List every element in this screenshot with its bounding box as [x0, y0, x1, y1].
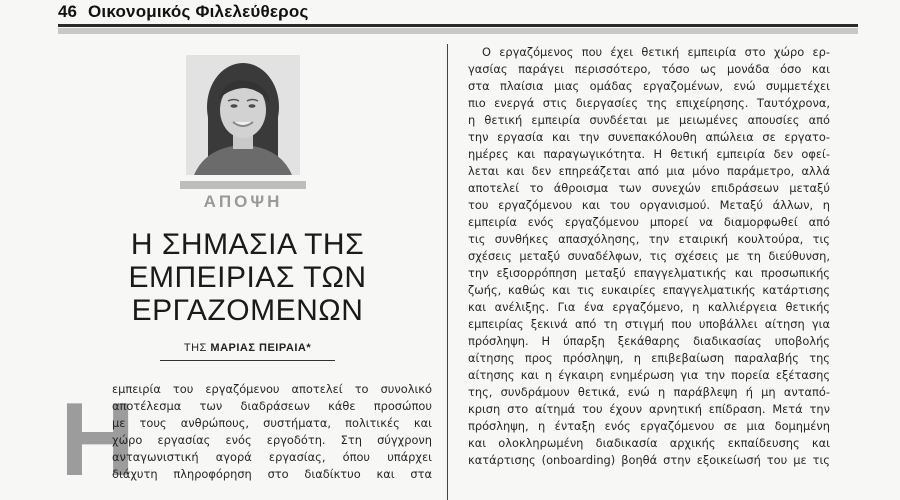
byline	[60, 342, 435, 354]
headline	[60, 228, 435, 327]
text-line: και ολοκληρωμένη διαδικασία αρχικής εκπαίδευσης και	[468, 436, 830, 450]
column-divider	[447, 44, 448, 500]
text-line: του εργαζόμενου και του οργανισμού. Μεταξύ άλλων, η	[468, 198, 830, 212]
headline-line: Η ΣΗΜΑΣΙΑ ΤΗΣ	[130, 228, 365, 261]
text-line: διάχυτη πληροφόρηση στο διαδίκτυο και στα	[112, 467, 432, 481]
text-line: η θετική εμπειρία συνδέεται με μειωμένες απουσίες από	[468, 113, 830, 127]
text-line: γασίας παράγει περισσότερο, τόσο ως μονάδα όσο και	[468, 62, 830, 76]
section-label: ΑΠΟΨΗ	[203, 192, 283, 211]
text-line: την εξισορρόπηση μεταξύ επαγγελματικής και προσωπικής	[468, 266, 830, 280]
header-shade-rule	[58, 28, 858, 34]
text-line: εμπειρία ενός εργαζόμενου μπορεί να διαμορφωθεί από	[468, 215, 830, 229]
text-line: ημέρες και παραγωγικότητα. Η θετική εμπειρία δεν οφεί-	[468, 147, 830, 161]
text-line: αίτησης και η έγκαιρη ενημέρωση για την πορεία εξέτασης	[468, 368, 830, 382]
publication-name: Οικονομικός Φιλελεύθερος	[88, 2, 309, 21]
headline-line: ΕΜΠΕΙΡΙΑΣ ΤΩΝ	[128, 261, 367, 294]
text-line: πρόσληψη, η ένταξη ενός εργαζόμενου σε μια δομημένη	[468, 419, 830, 433]
text-line: αποτελεί το άθροισμα των συνεχών επιδράσεων μεταξύ	[468, 181, 830, 195]
text-line: πιο ενεργά στις διεργασίες της επιχείρησης. Ταυτόχρονα,	[468, 96, 830, 110]
page-header	[0, 0, 900, 36]
page-number: 46	[58, 2, 77, 21]
author-portrait	[186, 55, 300, 175]
text-line: ανταγωνιστική αγορά εργασίας, όπου υπάρχει	[112, 450, 432, 464]
headline-line: ΕΡΓΑΖΟΜΕΝΩΝ	[131, 294, 364, 327]
byline-rule	[160, 360, 335, 361]
text-line: εμπειρία του εργαζόμενου αποτελεί το συνολικό	[112, 382, 432, 396]
portrait-image	[186, 55, 300, 175]
text-line: τις συνθήκες απασχόλησης, την εταιρική κουλτούρα, τις	[468, 232, 830, 246]
text-line: κατάρτισης (onboarding) βοηθά στην εξοικείωσή του με τις	[468, 453, 830, 467]
text-line: κριση στο αίτημά του έχουν αρνητική επίδραση. Μετά την	[468, 402, 830, 416]
text-line: και ανέλιξης. Για ένα εργαζόμενο, η καλλιέργεια θετικής	[468, 300, 830, 314]
text-line: Ο εργαζόμενος που έχει θετική εμπειρία στο χώρο ερ-	[482, 45, 830, 59]
text-line: ζωής, καθώς και τις ευκαιρίες επαγγελματικής κατάρτισης	[468, 283, 830, 297]
text-line: αίτησης προς πρόσληψη, η επιβεβαίωση παραλαβής της	[468, 351, 830, 365]
text-line: πρόσληψη. Η ύπαρξη ξεκάθαρης διαδικασίας υποβολής	[468, 334, 830, 348]
text-line: λεται και δεν επηρεάζεται από μια μόνο παράμετρο, αλλά	[468, 164, 830, 178]
text-line: χώρο εργασίας ενός εργοδότη. Στη σύγχρονη	[112, 433, 432, 447]
drop-cap: Η	[60, 382, 136, 498]
text-line: αποτέλεσμα των διαδράσεων κάθε προσώπου	[112, 399, 432, 413]
header-rule	[58, 24, 858, 27]
text-line: την εργασία και την συνεπακόλουθη απώλεια σε εργατο-	[468, 130, 830, 144]
text-line: εμπειρίας ξεκινά από τη στιγμή που υποβάλλει αίτηση για	[468, 317, 830, 331]
body-text-right	[468, 44, 830, 469]
text-line: της, συνδράμουν θετικά, ενώ η παράβλεψη ή μη ανταπό-	[468, 385, 830, 399]
text-line: σχέσεις μεταξύ συναδέλφων, τις σχέσεις με τη διεύθυνση,	[468, 249, 830, 263]
body-text-left	[112, 381, 432, 483]
text-line: στα πλαίσια μιας ομάδας εργαζομένων, ενώ συμμετέχει	[468, 79, 830, 93]
text-line: με τους ανθρώπους, συστήματα, πολιτικές και	[112, 416, 432, 430]
portrait-caption-bar	[180, 181, 306, 189]
byline-prefix: ΤΗΣ	[183, 342, 207, 354]
byline-author: ΜΑΡΙΑΣ ΠΕΙΡΑΙΑ*	[210, 342, 312, 354]
